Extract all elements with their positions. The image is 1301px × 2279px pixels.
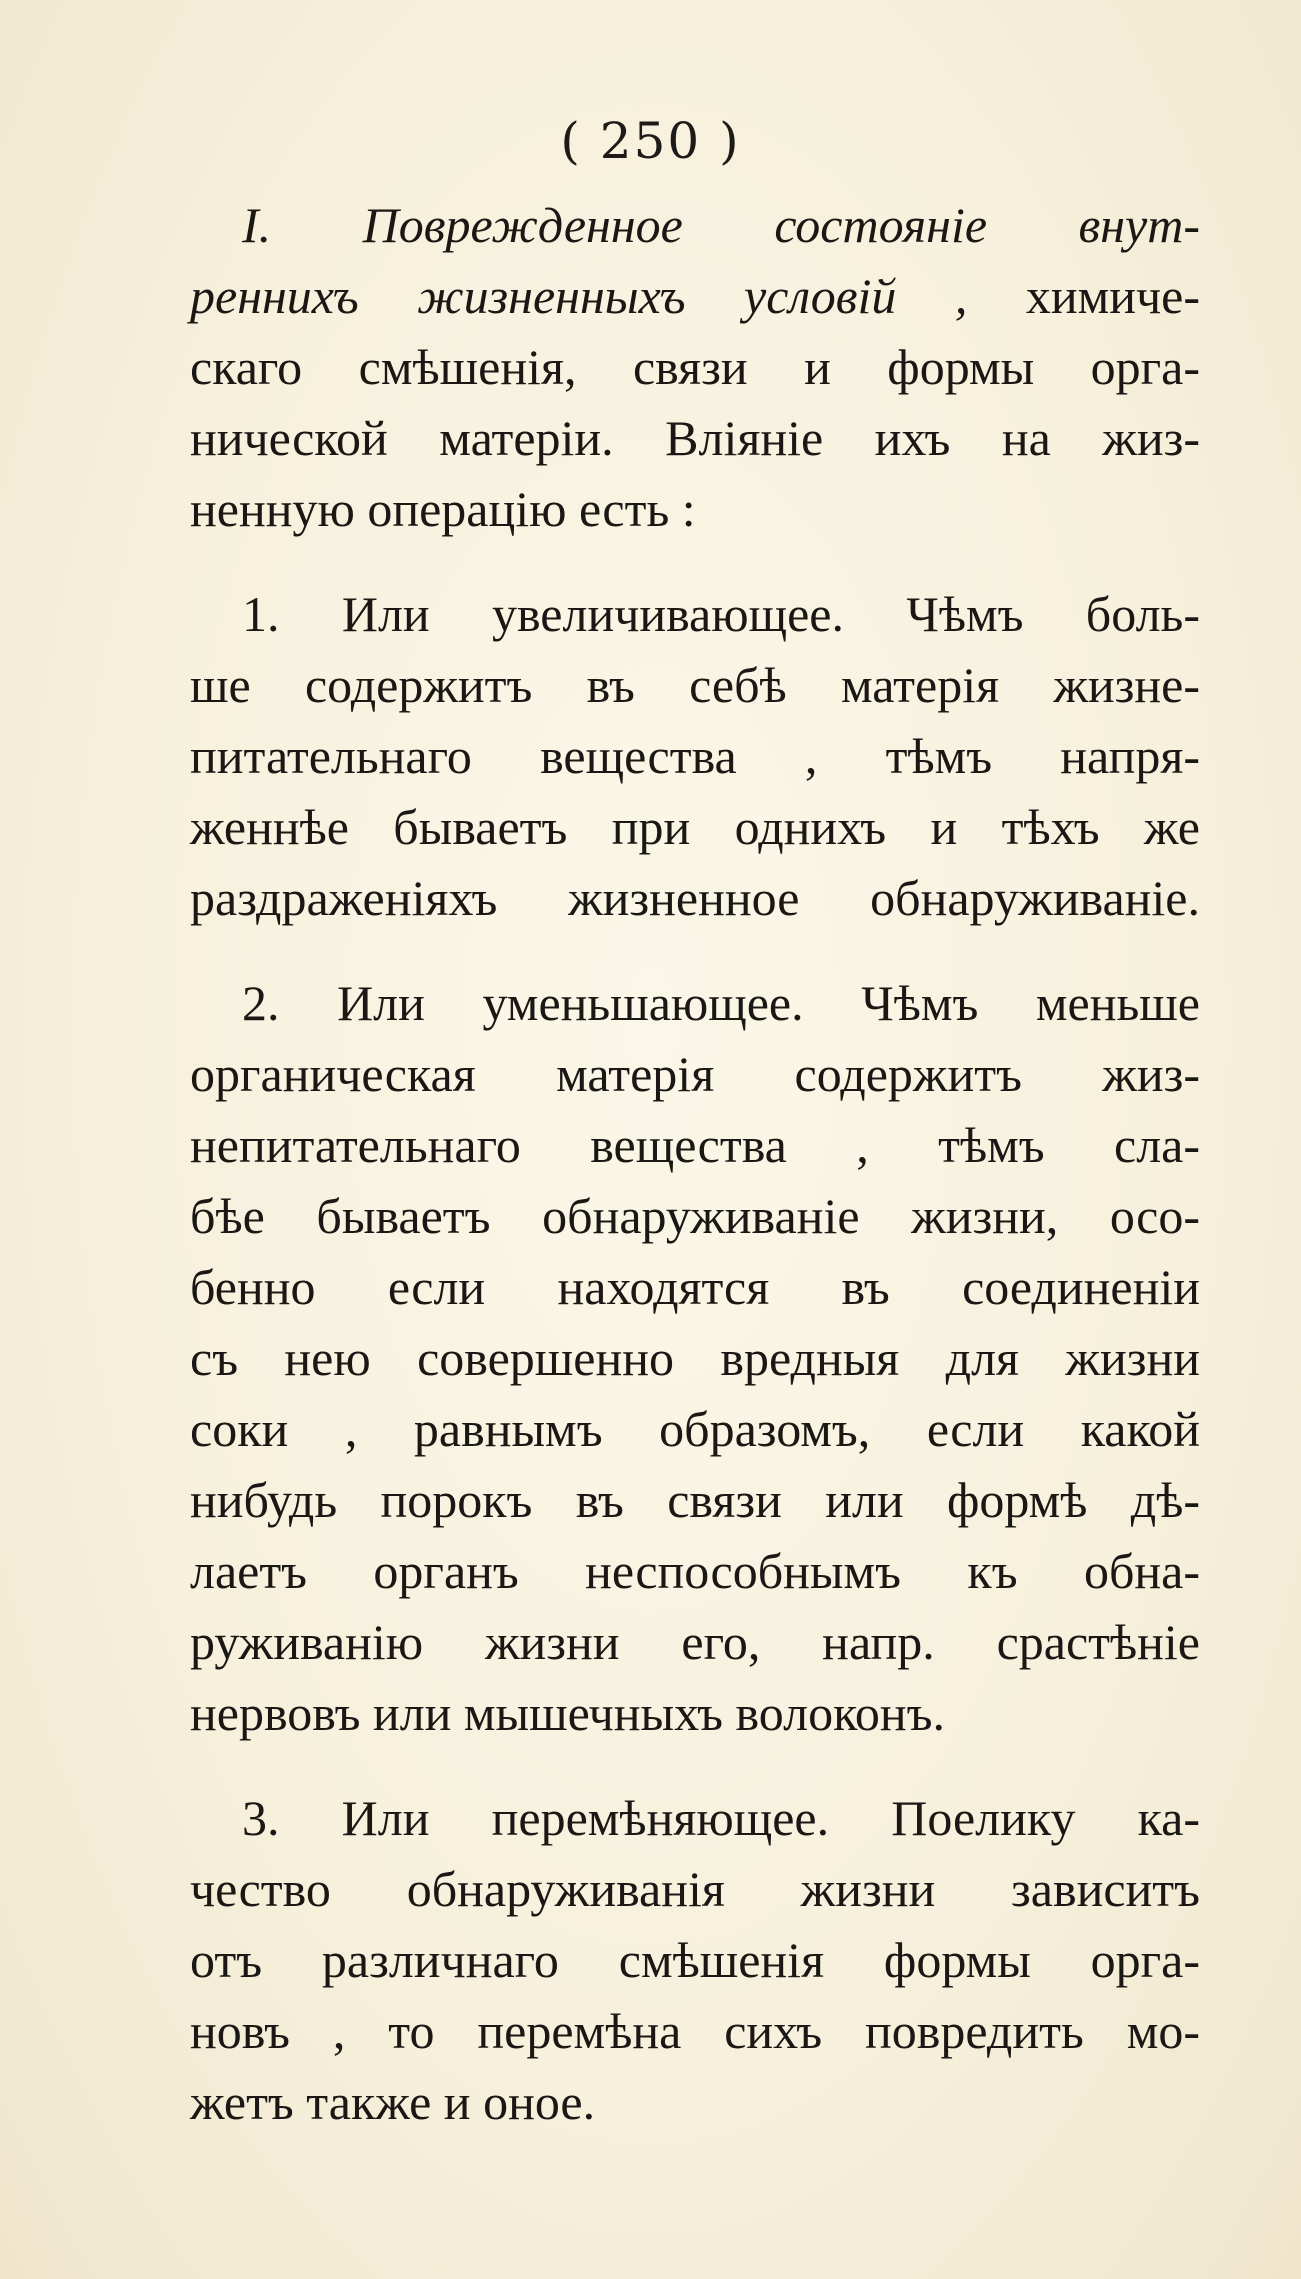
text-line: бенно если находятся въ соединенiи bbox=[190, 1259, 1200, 1315]
text-line: раздраженiяхъ жизненное обнаруживанiе. bbox=[190, 870, 1200, 926]
text-line: ше содержитъ въ себѣ матерiя жизне- bbox=[190, 657, 1200, 713]
text-line bbox=[190, 474, 1200, 545]
text-line: отъ различнаго смѣшенiя формы орга- bbox=[190, 1932, 1200, 1988]
text-line: органическая матерiя содержитъ жиз- bbox=[190, 1046, 1200, 1102]
text-line: новъ , то перемѣна сихъ повредить мо- bbox=[190, 2003, 1200, 2059]
italic-run: реннихъ жизненныхъ условiй , bbox=[190, 268, 968, 324]
text-line: бѣе бываетъ обнаруживанiе жизни, осо- bbox=[190, 1188, 1200, 1244]
normal-run: нической матерiи. Влiянiе ихъ на жиз- bbox=[190, 410, 1200, 466]
text-line bbox=[190, 190, 1200, 261]
text-line: съ нею совершенно вредныя для жизни bbox=[190, 1330, 1200, 1386]
text-line: 1. Или увеличивающее. Чѣмъ боль- bbox=[242, 586, 1200, 642]
text-line: жетъ также и оное. bbox=[190, 2074, 596, 2130]
text-line: непитательнаго вещества , тѣмъ сла- bbox=[190, 1117, 1200, 1173]
text-line: питательнаго вещества , тѣмъ напря- bbox=[190, 728, 1200, 784]
text-line: нибудь порокъ въ связи или формѣ дѣ- bbox=[190, 1472, 1200, 1528]
text-line: соки , равнымъ образомъ, если какой bbox=[190, 1401, 1200, 1457]
text-line bbox=[190, 332, 1200, 403]
paragraph-1 bbox=[190, 190, 1200, 545]
text-line: лаетъ органъ неспособнымъ къ обна- bbox=[190, 1543, 1200, 1599]
text-line: 3. Или перемѣняющее. Поелику ка- bbox=[242, 1790, 1200, 1846]
normal-run: химиче- bbox=[967, 268, 1200, 324]
text-line: женнѣе бываетъ при однихъ и тѣхъ же bbox=[190, 799, 1200, 855]
text-line: нервовъ или мышечныхъ волоконъ. bbox=[190, 1685, 945, 1741]
paragraph-3 bbox=[190, 968, 1200, 1749]
paragraph-4 bbox=[190, 1783, 1200, 2138]
page-number: ( 250 ) bbox=[560, 112, 741, 170]
text-line: руживанiю жизни его, напр. срастѣнiе bbox=[190, 1614, 1200, 1670]
text-line bbox=[190, 261, 1200, 332]
body-text bbox=[190, 190, 1200, 2138]
text-line: 2. Или уменьшающее. Чѣмъ меньше bbox=[242, 975, 1200, 1031]
normal-run: ненную операцiю есть : bbox=[190, 481, 696, 537]
text-line bbox=[190, 403, 1200, 474]
normal-run: скаго смѣшенiя, связи и формы орга- bbox=[190, 339, 1200, 395]
italic-run: I. Поврежденное состоянie внут- bbox=[242, 197, 1200, 253]
text-line: чество обнаруживанiя жизни зависитъ bbox=[190, 1861, 1200, 1917]
paragraph-2 bbox=[190, 579, 1200, 934]
